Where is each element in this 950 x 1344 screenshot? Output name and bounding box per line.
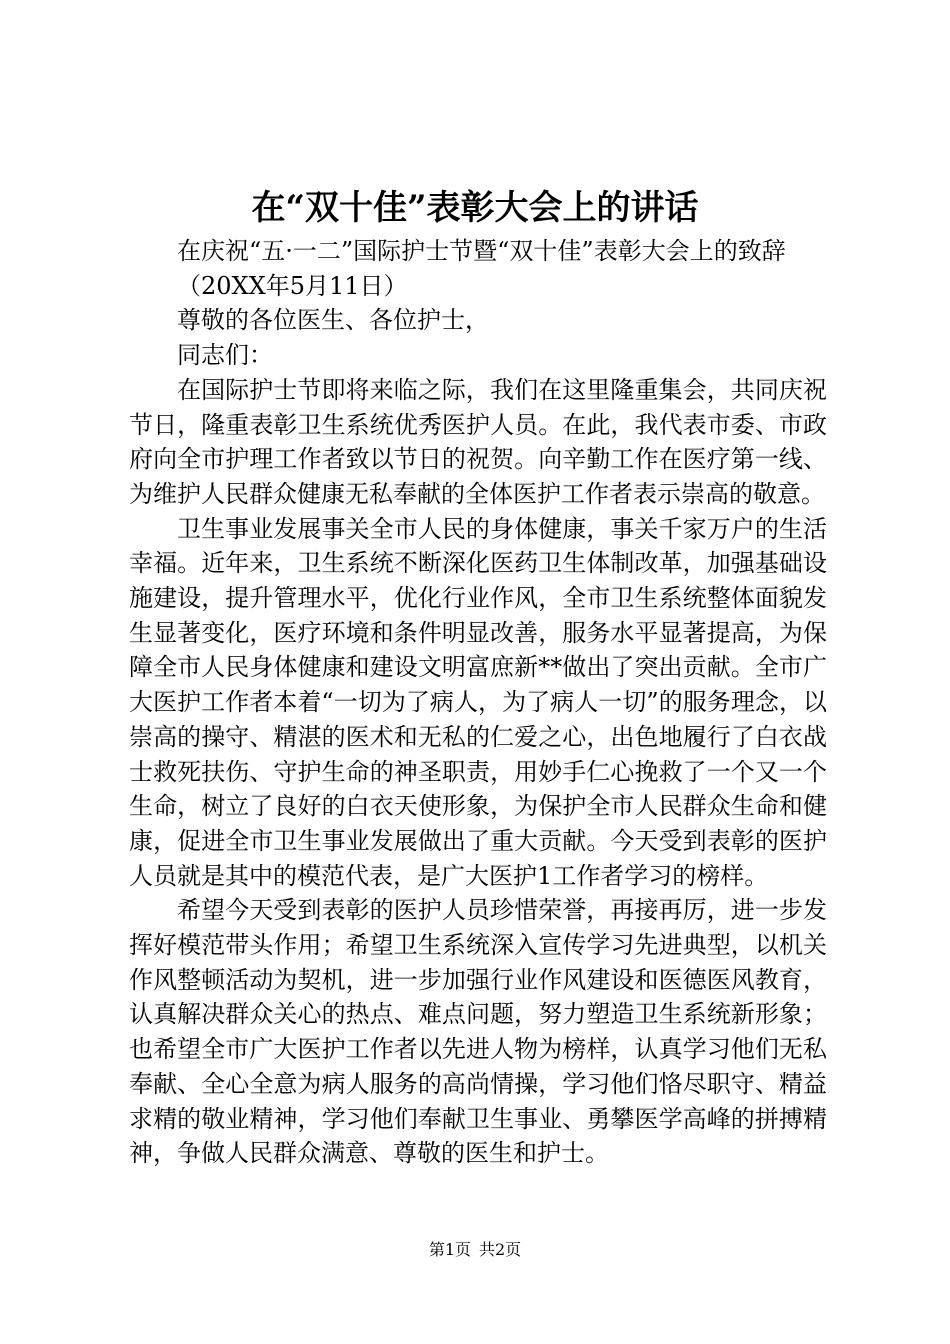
page-number: 第1页 [428, 1240, 471, 1259]
salutation-paragraph: 尊敬的各位医生、各位护士， [177, 306, 489, 335]
page-total: 共2页 [479, 1240, 522, 1259]
document-body [129, 234, 827, 1171]
body-paragraph: 希望今天受到表彰的医护人员珍惜荣誉，再接再厉，进一步发挥好模范带头作用；希望卫生系统深入宣传学习先进典型，以机关作风整顿活动为契机，进一步加强行业作风建设和医德医风教育，认真解决群众关心的热点、难点问题，努力塑造卫生系统新形象；也希望全市广大医护工作者以先进人物为榜样，认真学习他们无私奉献、全心全意为病人服务的高尚情操，学习他们恪尽职守、精益求精的敬业精神，学习他们奉献卫生事业、勇攀医学高峰的拼搏精神，争做人民群众满意、尊敬的医生和护士。 [129, 896, 827, 1168]
document-title: 在“双十佳”表彰大会上的讲话 [251, 188, 699, 228]
body-paragraph: 在国际护士节即将来临之际，我们在这里隆重集会，共同庆祝节日，隆重表彰卫生系统优秀医护人员。在此，我代表市委、市政府向全市护理工作者致以节日的祝贺。向辛勤工作在医疗第一线、为维护人民群众健康无私奉献的全体医护工作者表示崇高的敬意。 [129, 375, 827, 508]
subtitle-paragraph: 在庆祝“五·一二”国际护士节暨“双十佳”表彰大会上的致辞 [177, 237, 786, 265]
salutation-comrades-paragraph: 同志们： [177, 341, 273, 370]
date-paragraph: （20XX年5月11日） [177, 271, 408, 300]
page-footer [0, 1238, 950, 1262]
body-paragraph: 卫生事业发展事关全市人民的身体健康，事关千家万户的生活幸福。近年来，卫生系统不断深化医药卫生体制改革，加强基础设施建设，提升管理水平，优化行业作风，全市卫生系统整体面貌发生显著变化，医疗环境和条件明显改善，服务水平显著提高，为保障全市人民身体健康和建设文明富庶新**做出了突出贡献。全市广大医护工作者本着“一切为了病人，为了病人一切”的服务理念，以崇高的操守、精湛的医术和无私的仁爱之心，出色地履行了白衣战士救死扶伤、守护生命的神圣职责，用妙手仁心挽救了一个又一个生命，树立了良好的白衣天使形象，为保护全市人民群众生命和健康，促进全市卫生事业发展做出了重大贡献。今天受到表彰的医护人员就是其中的模范代表，是广大医护1工作者学习的榜样。 [129, 514, 827, 890]
